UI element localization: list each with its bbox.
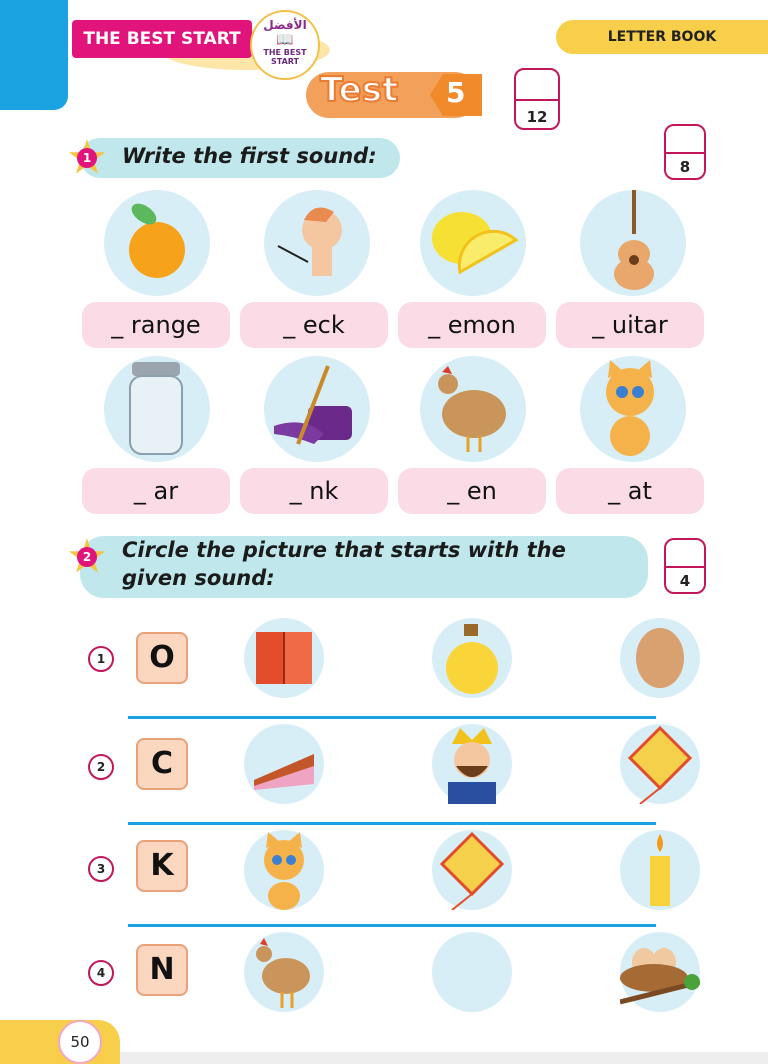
guitar-icon bbox=[580, 190, 686, 296]
letter-tile: C bbox=[136, 738, 188, 790]
letter-tile: K bbox=[136, 840, 188, 892]
word-pill[interactable]: _ at bbox=[556, 468, 704, 514]
test-score-box bbox=[514, 68, 560, 130]
section1-title: Write the first sound: bbox=[122, 144, 377, 168]
hen-icon bbox=[420, 356, 526, 462]
cat-icon bbox=[580, 356, 686, 462]
row-separator bbox=[128, 822, 656, 825]
row-separator bbox=[128, 924, 656, 927]
row-number: 3 bbox=[88, 856, 114, 882]
king-icon[interactable] bbox=[432, 724, 512, 804]
ink-icon bbox=[264, 356, 370, 462]
test-label: Test bbox=[320, 70, 399, 110]
row-number: 2 bbox=[88, 754, 114, 780]
jar-icon bbox=[104, 356, 210, 462]
page-number: 50 bbox=[58, 1020, 102, 1064]
word-pill[interactable]: _ uitar bbox=[556, 302, 704, 348]
orange-icon bbox=[104, 190, 210, 296]
lemon-icon bbox=[420, 190, 526, 296]
letter-tile: N bbox=[136, 944, 188, 996]
book-icon[interactable] bbox=[244, 618, 324, 698]
brand-logo bbox=[250, 10, 320, 80]
letter-tile: O bbox=[136, 632, 188, 684]
bottom-strip bbox=[120, 1052, 768, 1064]
moon-icon[interactable] bbox=[432, 932, 512, 1012]
section2-score: 4 bbox=[679, 572, 691, 590]
section2-number: 2 bbox=[77, 547, 97, 567]
section2-title-line2: given sound: bbox=[122, 566, 275, 590]
row-number: 4 bbox=[88, 960, 114, 986]
egg-icon[interactable] bbox=[620, 618, 700, 698]
letter-book-label: LETTER BOOK bbox=[556, 20, 768, 54]
nest-icon[interactable] bbox=[620, 932, 700, 1012]
cat-icon[interactable] bbox=[244, 830, 324, 910]
test-score: 12 bbox=[526, 108, 548, 126]
kite-icon[interactable] bbox=[432, 830, 512, 910]
test-number: 5 bbox=[446, 76, 466, 109]
logo-english-text: THE BEST START bbox=[263, 48, 307, 66]
logo-arabic-text: الأفضل bbox=[263, 18, 307, 32]
section1-number: 1 bbox=[77, 148, 97, 168]
oil-bottle-icon[interactable] bbox=[432, 618, 512, 698]
brand-banner: THE BEST START bbox=[72, 20, 252, 58]
section2-title-line1: Circle the picture that starts with the bbox=[122, 538, 566, 562]
blue-corner-tab bbox=[0, 0, 68, 110]
section1-score: 8 bbox=[679, 158, 691, 176]
kite-icon[interactable] bbox=[620, 724, 700, 804]
section1-score-box bbox=[664, 124, 706, 180]
word-pill[interactable]: _ emon bbox=[398, 302, 546, 348]
hen-icon[interactable] bbox=[244, 932, 324, 1012]
neck-icon bbox=[264, 190, 370, 296]
book-icon: 📖 bbox=[276, 32, 294, 48]
cake-icon[interactable] bbox=[244, 724, 324, 804]
word-pill[interactable]: _ nk bbox=[240, 468, 388, 514]
candle-icon[interactable] bbox=[620, 830, 700, 910]
word-pill[interactable]: _ en bbox=[398, 468, 546, 514]
section2-score-box bbox=[664, 538, 706, 594]
row-separator bbox=[128, 716, 656, 719]
word-pill[interactable]: _ ar bbox=[82, 468, 230, 514]
word-pill[interactable]: _ range bbox=[82, 302, 230, 348]
word-pill[interactable]: _ eck bbox=[240, 302, 388, 348]
row-number: 1 bbox=[88, 646, 114, 672]
